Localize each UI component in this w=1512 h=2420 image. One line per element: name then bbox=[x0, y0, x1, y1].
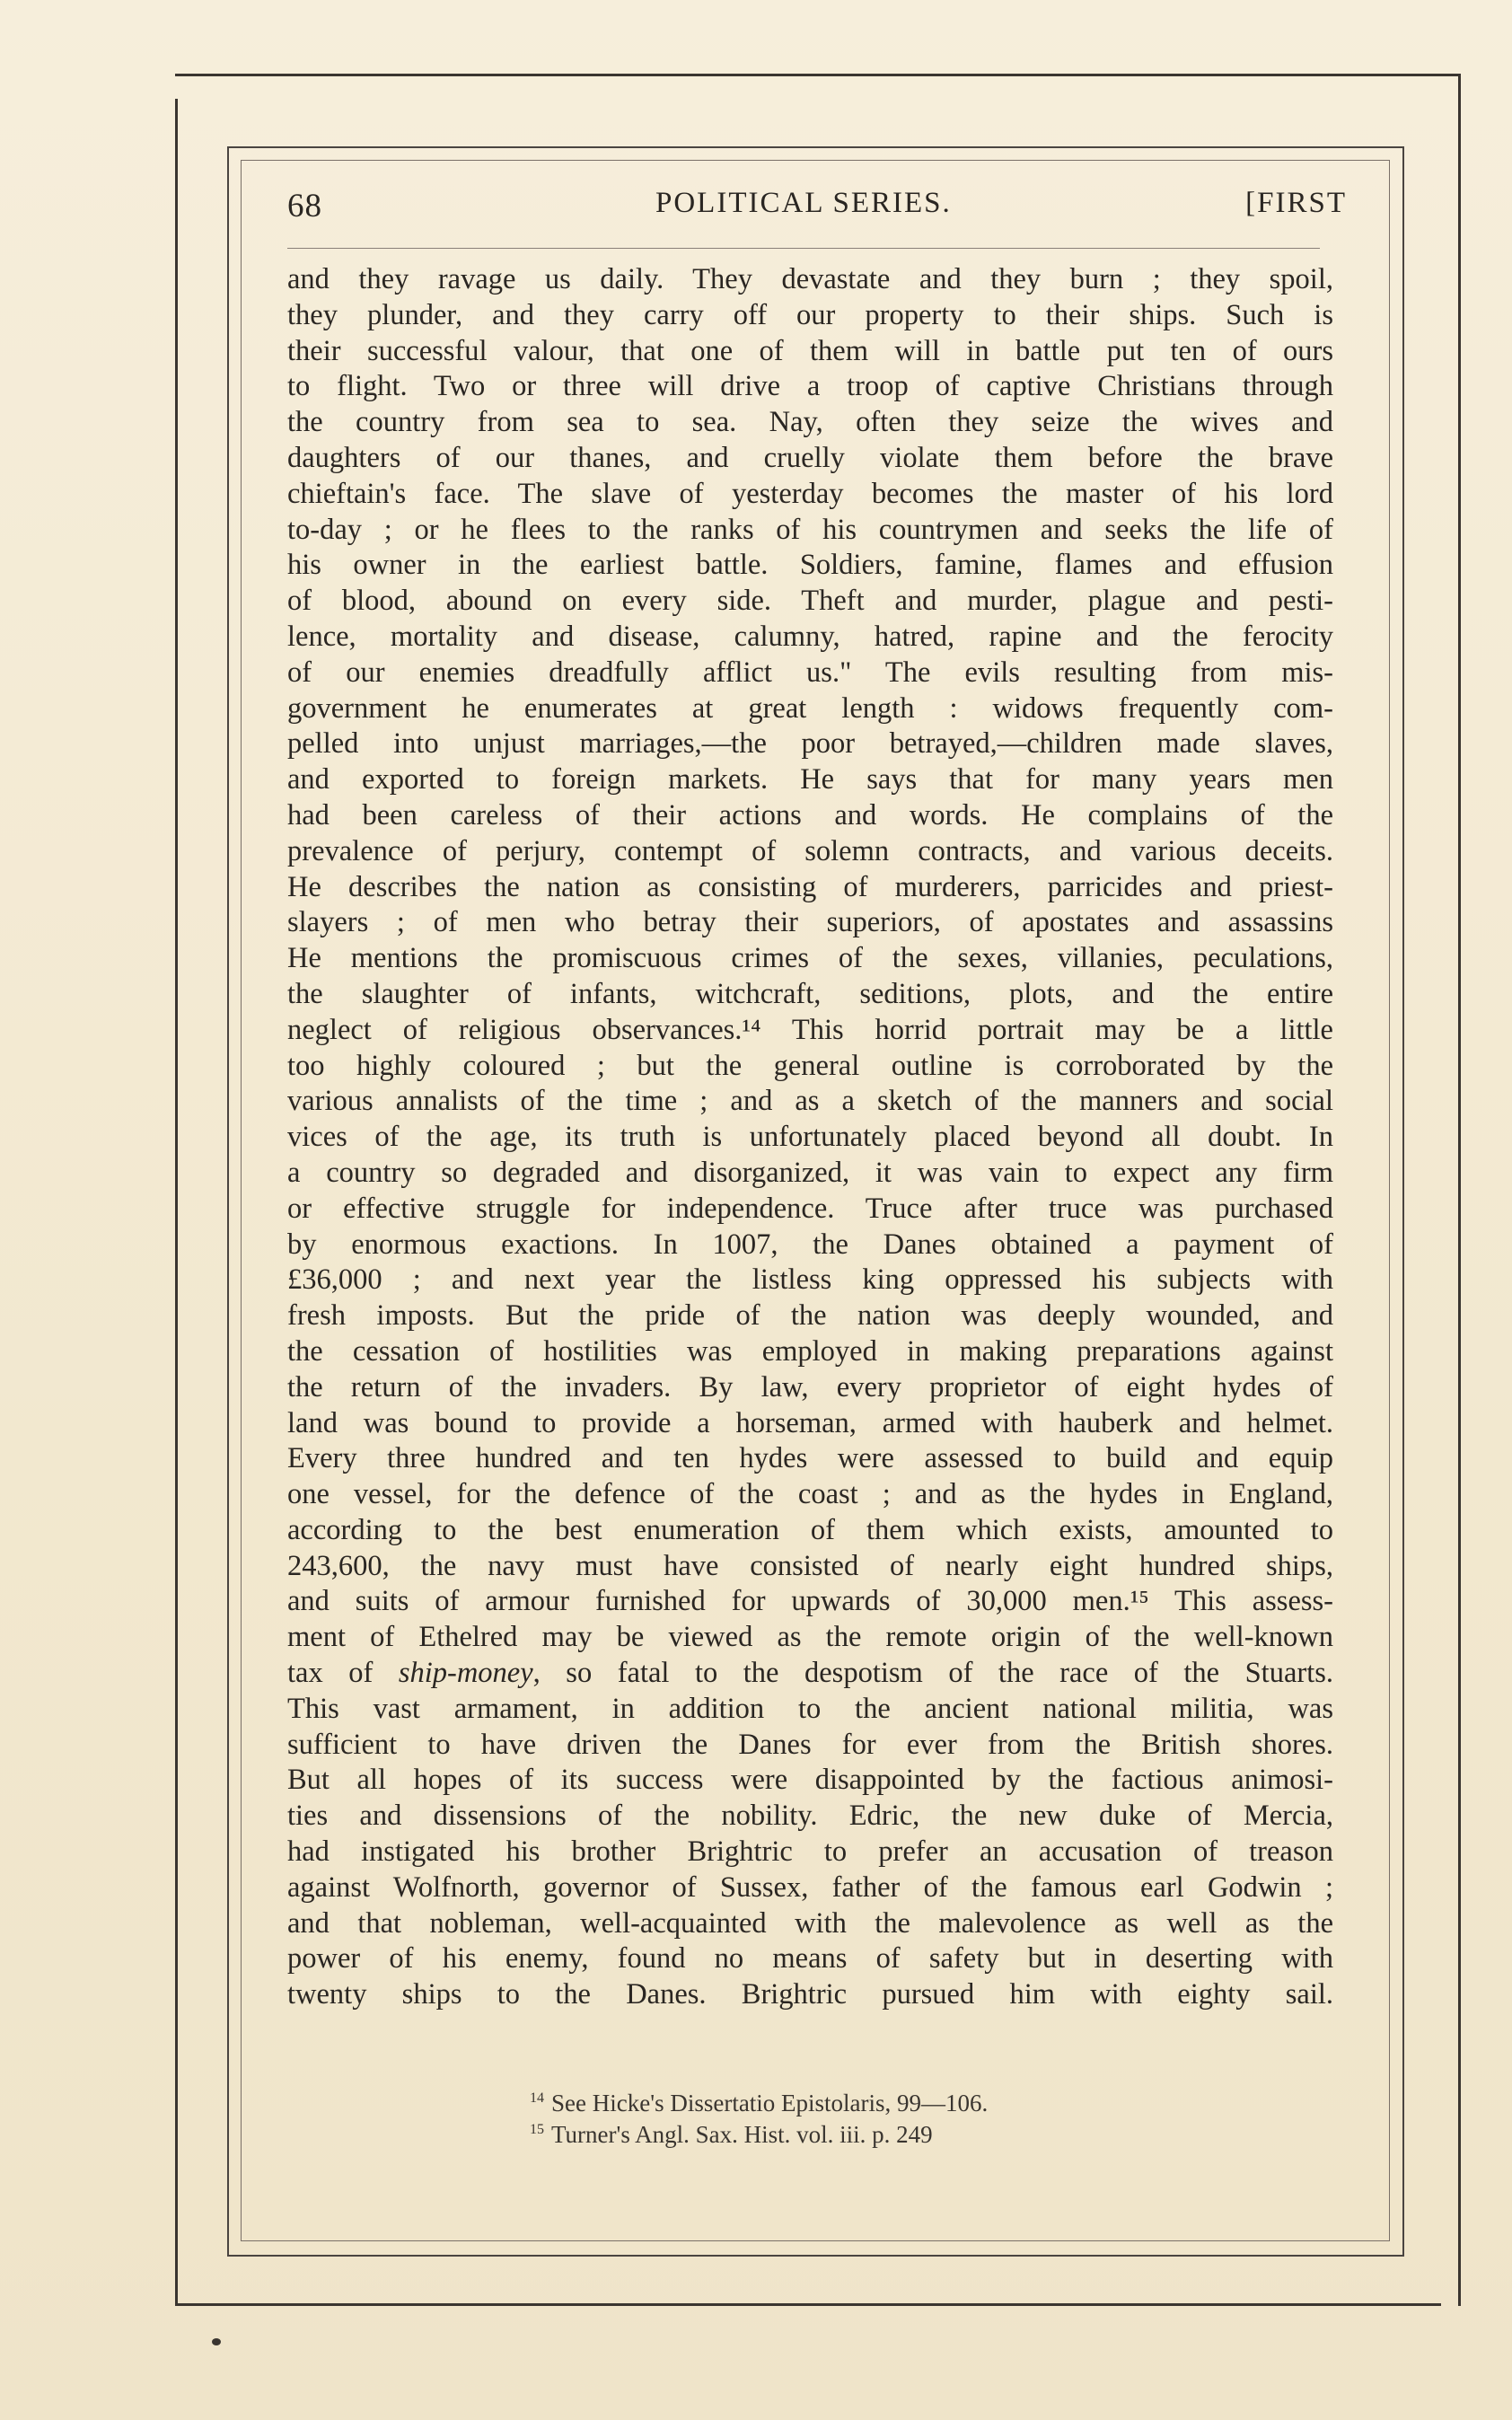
text-line: vices of the age, its truth is unfortunately placed beyond all doubt. In bbox=[287, 1121, 1333, 1154]
footnote bbox=[530, 2116, 1158, 2148]
text-line: to flight. Two or three will drive a troop of captive Christians through bbox=[287, 370, 1333, 403]
text-line: of blood, abound on every side. Theft and murder, plague and pesti- bbox=[287, 585, 1333, 618]
ink-speck bbox=[212, 2338, 221, 2345]
text-line: This vast armament, in addition to the ancient national militia, was bbox=[287, 1692, 1333, 1725]
text-line: the country from sea to sea. Nay, often they seize the wives and bbox=[287, 406, 1333, 439]
page-header bbox=[287, 187, 1347, 241]
text-line: his owner in the earliest battle. Soldiers, famine, flames and effusion bbox=[287, 549, 1333, 582]
text-line: the cessation of hostilities was employed in making preparations against bbox=[287, 1334, 1333, 1368]
text-line: daughters of our thanes, and cruelly violate them before the brave bbox=[287, 441, 1333, 474]
footnotes bbox=[530, 2085, 1158, 2148]
text-line: too highly coloured ; but the general outline is corroborated by the bbox=[287, 1049, 1333, 1082]
text-line: lence, mortality and disease, calumny, hatred, rapine and the ferocity bbox=[287, 620, 1333, 653]
page-edge-left bbox=[175, 99, 178, 2303]
text-line: 243,600, the navy must have consisted of nearly eight hundred ships, bbox=[287, 1549, 1333, 1582]
footnote-mark: 14 bbox=[530, 2090, 544, 2106]
text-line: according to the best enumeration of them which exists, amounted to bbox=[287, 1513, 1333, 1546]
text-line: and that nobleman, well-acquainted with the malevolence as well as the bbox=[287, 1906, 1333, 1940]
text-line: tax of ship-money, so fatal to the despotism of the race of the Stuarts. bbox=[287, 1657, 1333, 1690]
footnote-text: See Hicke's Dissertatio Epistolaris, 99—106. bbox=[551, 2090, 989, 2116]
text-line: a country so degraded and disorganized, it was vain to expect any firm bbox=[287, 1156, 1333, 1189]
italic-term: ship-money bbox=[398, 1657, 533, 1690]
text-line: neglect of religious observances.¹⁴ This horrid portrait may be a little bbox=[287, 1013, 1333, 1046]
text-line: Every three hundred and ten hydes were assessed to build and equip bbox=[287, 1442, 1333, 1475]
text-line: of our enemies dreadfully afflict us." The evils resulting from mis- bbox=[287, 656, 1333, 689]
text-line: they plunder, and they carry off our property to their ships. Such is bbox=[287, 298, 1333, 331]
text-line: land was bound to provide a horseman, armed with hauberk and helmet. bbox=[287, 1406, 1333, 1439]
text-line: prevalence of perjury, contempt of solemn contracts, and various deceits. bbox=[287, 834, 1333, 867]
text-line: ment of Ethelred may be viewed as the remote origin of the well-known bbox=[287, 1621, 1333, 1654]
text-line: sufficient to have driven the Danes for ever from the British shores. bbox=[287, 1728, 1333, 1761]
footnote-mark: 15 bbox=[530, 2122, 544, 2137]
section-mark: [FIRST bbox=[1245, 187, 1347, 219]
text-line: £36,000 ; and next year the listless king oppressed his subjects with bbox=[287, 1263, 1333, 1297]
text-line: power of his enemy, found no means of safety but in deserting with bbox=[287, 1942, 1333, 1976]
text-line: or effective struggle for independence. Truce after truce was purchased bbox=[287, 1192, 1333, 1225]
text-line: and they ravage us daily. They devastate and they burn ; they spoil, bbox=[287, 263, 1333, 295]
text-line: the return of the invaders. By law, every proprietor of eight hydes of bbox=[287, 1370, 1333, 1404]
text-line: chieftain's face. The slave of yesterday becomes the master of his lord bbox=[287, 477, 1333, 510]
text-line: pelled into unjust marriages,—the poor betrayed,—children made slaves, bbox=[287, 727, 1333, 761]
page-number: 68 bbox=[287, 188, 322, 224]
text-line: He describes the nation as consisting of murderers, parricides and priest- bbox=[287, 870, 1333, 903]
text-line: one vessel, for the defence of the coast ; and as the hydes in England, bbox=[287, 1478, 1333, 1511]
page-edge-top bbox=[175, 74, 1461, 76]
text-line: had been careless of their actions and words. He complains of the bbox=[287, 798, 1333, 832]
text-line: twenty ships to the Danes. Brightric pursued him with eighty sail. bbox=[287, 1978, 1333, 2011]
body-text bbox=[287, 262, 1333, 2013]
footnote bbox=[530, 2085, 1158, 2116]
text-line: But all hopes of its success were disappointed by the factious animosi- bbox=[287, 1764, 1333, 1797]
text-line: and exported to foreign markets. He says that for many years men bbox=[287, 763, 1333, 796]
text-line: He mentions the promiscuous crimes of the sexes, villanies, peculations, bbox=[287, 942, 1333, 975]
text-line: by enormous exactions. In 1007, the Danes obtained a payment of bbox=[287, 1228, 1333, 1261]
text-line: various annalists of the time ; and as a sketch of the manners and social bbox=[287, 1085, 1333, 1118]
text-line: their successful valour, that one of them will in battle put ten of ours bbox=[287, 334, 1333, 367]
text-line: and suits of armour furnished for upwards of 30,000 men.¹⁵ This assess- bbox=[287, 1585, 1333, 1618]
footnote-text: Turner's Angl. Sax. Hist. vol. iii. p. 249 bbox=[551, 2121, 933, 2148]
page-edge-right bbox=[1458, 74, 1461, 2306]
text-line: ties and dissensions of the nobility. Edric, the new duke of Mercia, bbox=[287, 1800, 1333, 1833]
text-line: fresh imposts. But the pride of the nation was deeply wounded, and bbox=[287, 1299, 1333, 1333]
text-line: to-day ; or he flees to the ranks of his countrymen and seeks the life of bbox=[287, 513, 1333, 546]
text-line: slayers ; of men who betray their superiors, of apostates and assassins bbox=[287, 906, 1333, 939]
text-line: had instigated his brother Brightric to prefer an accusation of treason bbox=[287, 1835, 1333, 1869]
text-line: the slaughter of infants, witchcraft, seditions, plots, and the entire bbox=[287, 977, 1333, 1010]
running-head: POLITICAL SERIES. bbox=[655, 187, 952, 219]
header-rule bbox=[287, 248, 1320, 249]
text-line: government he enumerates at great length : widows frequently com- bbox=[287, 691, 1333, 725]
page-edge-bottom bbox=[175, 2303, 1441, 2306]
text-line: against Wolfnorth, governor of Sussex, father of the famous earl Godwin ; bbox=[287, 1870, 1333, 1904]
